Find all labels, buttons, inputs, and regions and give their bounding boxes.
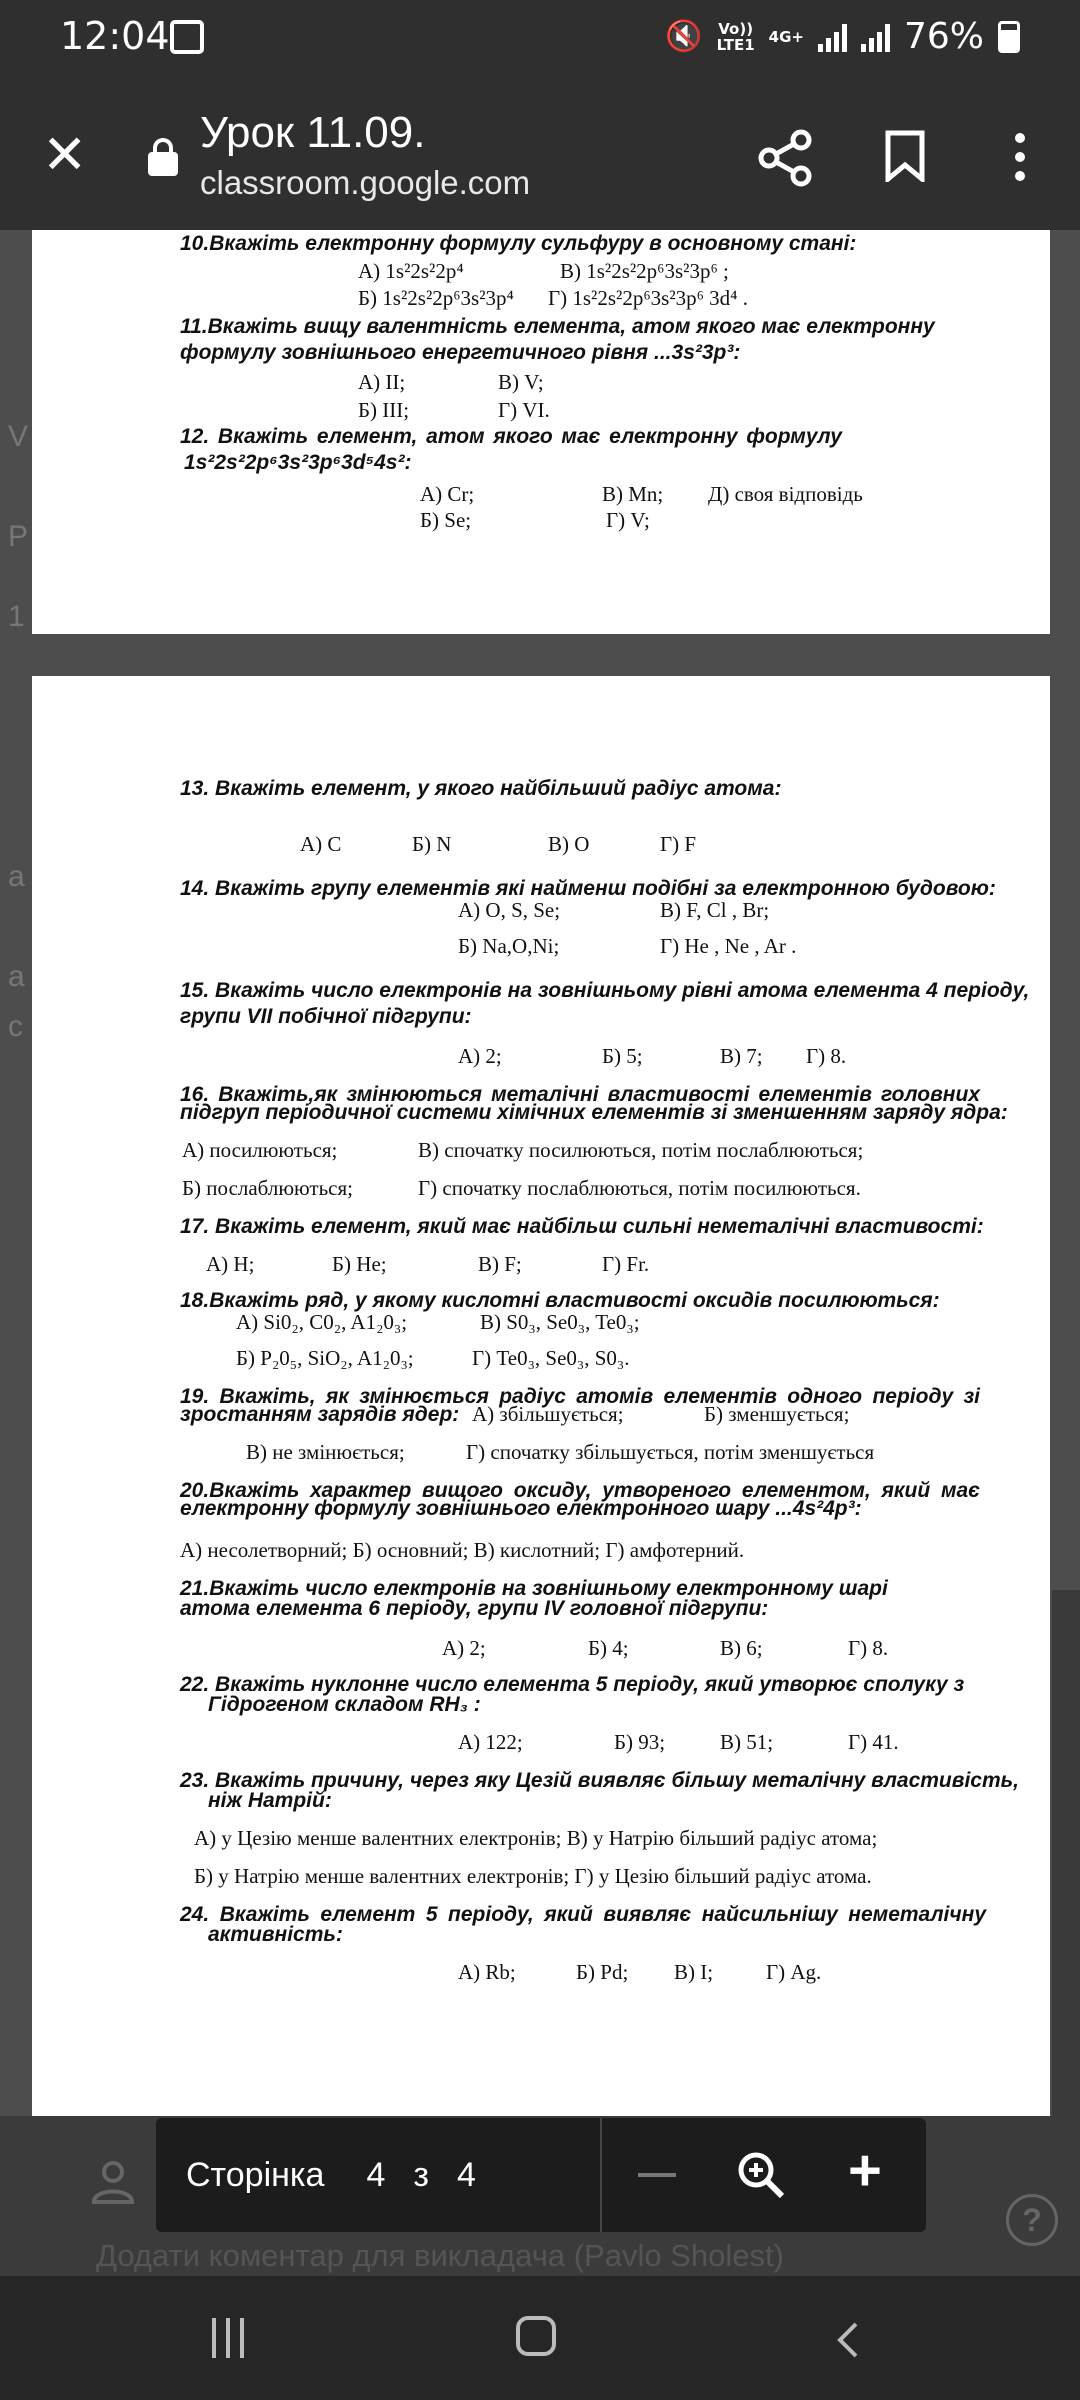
document-url: classroom.google.com xyxy=(200,164,531,201)
status-bar xyxy=(0,0,1080,80)
option-text: Д) своя відповідь xyxy=(708,482,863,506)
option-text: Б) 93; xyxy=(614,1730,666,1754)
question-13: 13. Вкажіть елемент, у якого найбільший радіус атома: xyxy=(180,777,782,800)
option-text: Г) 41. xyxy=(848,1730,899,1754)
battery-percent: 76% xyxy=(903,16,984,57)
system-navigation-bar xyxy=(0,2276,1080,2400)
signal-icon-2 xyxy=(861,22,890,52)
recent-apps-icon[interactable] xyxy=(212,2318,252,2358)
option-text: А) у Цезію менше валентних електронів; В) у Натрію більший радіус атома; xyxy=(194,1826,878,1850)
option-text: А) O, S, Se; xyxy=(458,898,561,922)
option-text: А) 1s²2s²2p⁴ xyxy=(358,259,464,283)
option-text: Б) послаблюються; xyxy=(182,1176,353,1200)
option-text: Г) F xyxy=(660,832,697,856)
total-pages: 4 xyxy=(456,2156,476,2194)
background-text-fragment: V xyxy=(8,420,29,453)
question-24: 24. Вкажіть елемент 5 періоду, який виявляє найсильнішу неметалічну xyxy=(180,1903,986,1926)
option-text: А) 2; xyxy=(442,1636,486,1660)
option-text: А) С xyxy=(300,832,342,856)
option-text: Б) Se; xyxy=(420,508,472,532)
option-text: В) 1s²2s²2p⁶3s²3p⁶ ; xyxy=(560,259,729,283)
question-18: 18.Вкажіть ряд, у якому кислотні властивості оксидів посилюються: xyxy=(180,1289,940,1312)
option-text: А) Si0₂, C0₂, A1₂0₃; xyxy=(236,1310,408,1334)
option-text: Б) P₂0₅, SiO₂, A1₂0₃; xyxy=(236,1346,414,1370)
question-21: 21.Вкажіть число електронів на зовнішньому електронному шарі xyxy=(180,1577,888,1600)
document-page-top xyxy=(32,230,1050,634)
background-text-fragment: a xyxy=(8,960,25,993)
zoom-out-icon[interactable] xyxy=(638,2173,676,2177)
option-text: В) 7; xyxy=(720,1044,763,1068)
option-text: В) V; xyxy=(498,370,544,394)
background-text-fragment: c xyxy=(8,1010,23,1043)
comment-input[interactable]: Додати коментар для викладача (Pavlo Sholest) xyxy=(96,2238,784,2273)
option-text: Б) Na,O,Ni; xyxy=(458,934,560,958)
back-icon[interactable] xyxy=(828,2320,868,2360)
option-text: Г) 8. xyxy=(848,1636,889,1660)
option-text: Б) 4; xyxy=(588,1636,629,1660)
option-text: А) 122; xyxy=(458,1730,523,1754)
question-20-cont: електронну формулу зовнішнього електронного шару ...4s²4p³: xyxy=(180,1497,862,1520)
option-text: В) спочатку посилюються, потім послаблюються; xyxy=(418,1138,864,1162)
option-text: А) 2; xyxy=(458,1044,502,1068)
option-text: Г) Fr. xyxy=(602,1252,650,1276)
mute-icon: 🔇 xyxy=(665,19,703,54)
question-15: 15. Вкажіть число електронів на зовнішньому рівні атома елемента 4 періоду, xyxy=(180,979,1030,1002)
question-12-cont: 1s²2s²2p⁶3s²3p⁶3d⁵4s²: xyxy=(184,451,412,474)
option-text: В) 51; xyxy=(720,1730,774,1754)
option-text: Г) He , Ne , Ar . xyxy=(660,934,797,958)
option-text: А) Cr; xyxy=(420,482,475,506)
scrollbar[interactable] xyxy=(1052,1590,1080,2116)
page-of-label: з xyxy=(413,2156,429,2194)
option-text: Г) 1s²2s²2p⁶3s²3p⁶ 3d⁴ . xyxy=(548,286,749,310)
option-text: В) I; xyxy=(674,1960,714,1984)
option-text: Г) VI. xyxy=(498,398,550,422)
question-24-cont: активність: xyxy=(208,1923,343,1946)
network-type: 4G+ xyxy=(768,27,804,46)
option-text: В) не змінюється; xyxy=(246,1440,405,1464)
document-page-bottom xyxy=(32,676,1050,2116)
option-text: В) 6; xyxy=(720,1636,763,1660)
option-text: Г) 8. xyxy=(806,1044,847,1068)
pager-divider xyxy=(600,2118,602,2232)
option-text: В) О xyxy=(548,832,590,856)
page-label: Сторінка xyxy=(186,2156,325,2194)
battery-icon xyxy=(998,21,1020,53)
option-text: В) F; xyxy=(478,1252,522,1276)
question-17: 17. Вкажіть елемент, який має найбільш сильні неметалічні властивості: xyxy=(180,1215,984,1238)
zoom-in-icon[interactable] xyxy=(736,2150,786,2200)
option-text: Б) He; xyxy=(332,1252,387,1276)
option-text: Б) N xyxy=(412,832,452,856)
option-text: Б) у Натрію менше валентних електронів; Г) у Цезію більший радіус атома. xyxy=(194,1864,872,1888)
viewer-app-bar xyxy=(0,80,1080,230)
status-time: 12:04 xyxy=(60,14,170,58)
share-icon[interactable] xyxy=(755,128,815,188)
question-11-cont: формулу зовнішнього енергетичного рівня ...3s²3p³: xyxy=(180,341,741,364)
bookmark-icon[interactable] xyxy=(885,130,925,182)
close-icon[interactable]: ✕ xyxy=(42,125,88,185)
option-text: А) II; xyxy=(358,370,406,394)
question-10: 10.Вкажіть електронну формулу сульфуру в основному стані: xyxy=(180,232,857,255)
signal-icon-1 xyxy=(818,22,847,52)
option-text: Г) Te0₃, Se0₃, S0₃. xyxy=(472,1346,630,1370)
question-19-cont: зростанням зарядів ядер: xyxy=(180,1403,460,1426)
option-text: В) Mn; xyxy=(602,482,664,506)
question-19: 19. Вкажіть, як змінюється радіус атомів елементів одного періоду зі xyxy=(180,1385,980,1408)
background-text-fragment: P xyxy=(8,520,29,553)
option-text: Б) зменшується; xyxy=(704,1402,850,1426)
option-text: Г) V; xyxy=(606,508,650,532)
volte-indicator: Vo)) LTE1 xyxy=(716,19,755,54)
option-text: Б) Pd; xyxy=(576,1960,629,1984)
question-20: 20.Вкажіть характер вищого оксиду, утвореного елементом, який має xyxy=(180,1479,980,1502)
option-text: А) Rb; xyxy=(458,1960,516,1984)
person-icon xyxy=(90,2158,136,2204)
option-text: Г) Ag. xyxy=(766,1960,822,1984)
current-page: 4 xyxy=(366,2156,386,2194)
status-icons xyxy=(665,16,1020,57)
gallery-notification-icon xyxy=(170,20,204,54)
question-16: 16. Вкажіть,як змінюються металічні властивості елементів головних xyxy=(180,1083,980,1106)
question-23-cont: ніж Натрій: xyxy=(208,1789,332,1812)
lock-icon xyxy=(148,138,178,176)
question-22-cont: Гідрогеном складом RH₃ : xyxy=(208,1693,481,1716)
background-text-fragment: a xyxy=(8,860,25,893)
question-15-cont: групи VII побічної підгрупи: xyxy=(180,1005,472,1028)
question-14: 14. Вкажіть групу елементів які найменш подібні за електронною будовою: xyxy=(180,877,996,900)
question-11: 11.Вкажіть вищу валентність елемента, атом якого має електронну xyxy=(180,315,935,338)
question-16-cont: підгруп періодичної системи хімічних елементів зі зменшенням заряду ядра: xyxy=(180,1101,1008,1124)
option-text: А) збільшується; xyxy=(472,1402,624,1426)
option-text: Б) 1s²2s²2p⁶3s²3p⁴ xyxy=(358,286,514,310)
option-text: Б) III; xyxy=(358,398,410,422)
option-text: В) S0₃, Se0₃, Te0₃; xyxy=(480,1310,640,1334)
more-options-icon[interactable] xyxy=(1010,128,1030,188)
page-indicator xyxy=(186,2156,476,2195)
option-text: А) несолетворний; Б) основний; В) кислотний; Г) амфотерний. xyxy=(180,1538,745,1562)
help-icon[interactable]: ? xyxy=(1006,2194,1058,2246)
home-icon[interactable] xyxy=(516,2316,556,2356)
option-text: В) F, Cl , Br; xyxy=(660,898,770,922)
option-text: Г) спочатку збільшується, потім зменшується xyxy=(466,1440,875,1464)
page-navigation-bar xyxy=(156,2118,926,2232)
background-text-fragment: 1 xyxy=(8,600,25,633)
document-title: Урок 11.09. xyxy=(200,108,426,157)
option-text: Г) спочатку послаблюються, потім посилюються. xyxy=(418,1176,861,1200)
option-text: А) H; xyxy=(206,1252,255,1276)
question-12: 12. Вкажіть елемент, атом якого має електронну формулу xyxy=(180,425,842,448)
add-icon[interactable]: + xyxy=(848,2138,882,2203)
option-text: Б) 5; xyxy=(602,1044,643,1068)
question-21-cont: атома елемента 6 періоду, групи IV головної підгрупи: xyxy=(180,1597,769,1620)
question-22: 22. Вкажіть нуклонне число елемента 5 періоду, який утворює сполуку з xyxy=(180,1673,965,1696)
question-23: 23. Вкажіть причину, через яку Цезій виявляє більшу металічну властивість, xyxy=(180,1769,1019,1792)
option-text: А) посилюються; xyxy=(182,1138,338,1162)
